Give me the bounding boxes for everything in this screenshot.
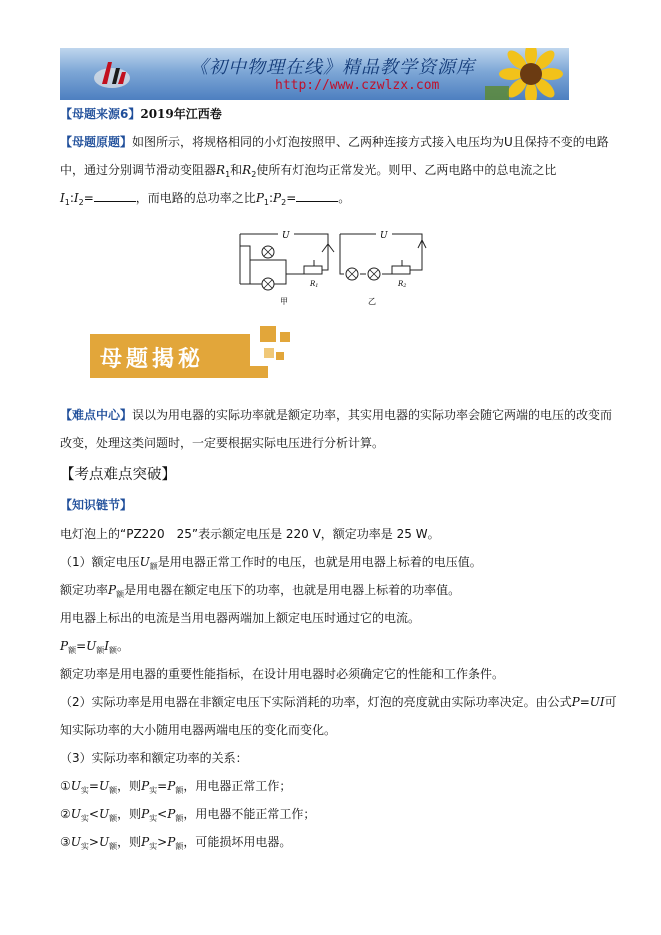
knowledge-formula: $P_额=U_额I_额$。	[60, 639, 130, 655]
question-line-3: $I_1:I_2=$ ，而电路的总功率之比$P_1:P_2=$ 。	[60, 191, 351, 207]
question-source: 【母题来源6】2019年江西卷	[60, 107, 222, 121]
answer-blank-power-ratio[interactable]	[296, 190, 338, 202]
mutijiemi-banner	[90, 322, 300, 390]
difficulty-line-1: 【难点中心】误以为用电器的实际功率就是额定功率，其实用电器的实际功率会随它两端的电压的改变而	[60, 408, 613, 422]
circuit-diagram	[232, 222, 430, 310]
mutijiemi-text: 母题揭秘	[100, 347, 205, 372]
question-line-1: 【母题原题】如图所示，将规格相同的小灯泡按照甲、乙两种连接方式接入电压均为U且保持不变的电路	[60, 135, 609, 149]
knowledge-line-1: 电灯泡上的“PZ220 25”表示额定电压是 220 V，额定功率是 25 W。	[60, 527, 440, 541]
knowledge-line-3: 额定功率$P_额$是用电器在额定电压下的功率，也就是用电器上标着的功率值。	[60, 583, 461, 599]
relation-case-2: $②U_实<U_额$，则$P_实<P_额$，用电器不能正常工作；	[60, 807, 316, 823]
voltage-label-left: U	[282, 231, 290, 241]
banner-url: http://www.czwlzx.com	[275, 78, 440, 93]
banner-title: 《初中物理在线》精品教学资源库	[190, 57, 475, 78]
svg-text:R1: R1	[310, 280, 319, 289]
knowledge-line-2: （1）额定电压$U_额$是用电器正常工作时的电压，也就是用电器上标着的电压值。	[60, 555, 482, 571]
sunflower-icon	[481, 48, 569, 100]
circuit-caption-jia: 甲	[280, 297, 288, 306]
answer-blank-current-ratio[interactable]	[94, 190, 136, 202]
difficulty-line-2: 改变，处理这类问题时，一定要根据实际电压进行分析计算。	[60, 436, 385, 450]
circuit-caption-yi: 乙	[368, 297, 376, 306]
relation-case-1: $①U_实=U_额$，则$P_实=P_额$，用电器正常工作；	[60, 779, 292, 795]
knowledge-line-8: 知实际功率的大小随用电器两端电压的变化而变化。	[60, 723, 337, 737]
knowledge-line-9: （3）实际功率和额定功率的关系：	[60, 751, 248, 765]
header-banner	[60, 48, 569, 100]
svg-text:R2: R2	[398, 280, 407, 289]
voltage-label-right: U	[380, 231, 388, 241]
site-logo-icon	[92, 54, 132, 94]
knowledge-line-6: 额定功率是用电器的重要性能指标，在设计用电器时必须确定它的性能和工作条件。	[60, 667, 505, 681]
knowledge-line-7: （2）实际功率是用电器在非额定电压下实际消耗的功率，灯泡的亮度就由实际功率决定。由公式P=UI可	[60, 695, 617, 709]
knowledge-line-4: 用电器上标出的电流是当用电器两端加上额定电压时通过它的电流。	[60, 611, 421, 625]
section-title: 【考点难点突破】	[60, 467, 176, 483]
knowledge-label: 【知识链节】	[60, 498, 133, 512]
question-line-2: 中，通过分别调节滑动变阻器$R_1$和$R_2$使所有灯泡均正常发光。则甲、乙两电路中的总电流之比	[60, 163, 557, 179]
relation-case-3: $③U_实>U_额$，则$P_实>P_额$，可能损坏用电器。	[60, 835, 292, 851]
